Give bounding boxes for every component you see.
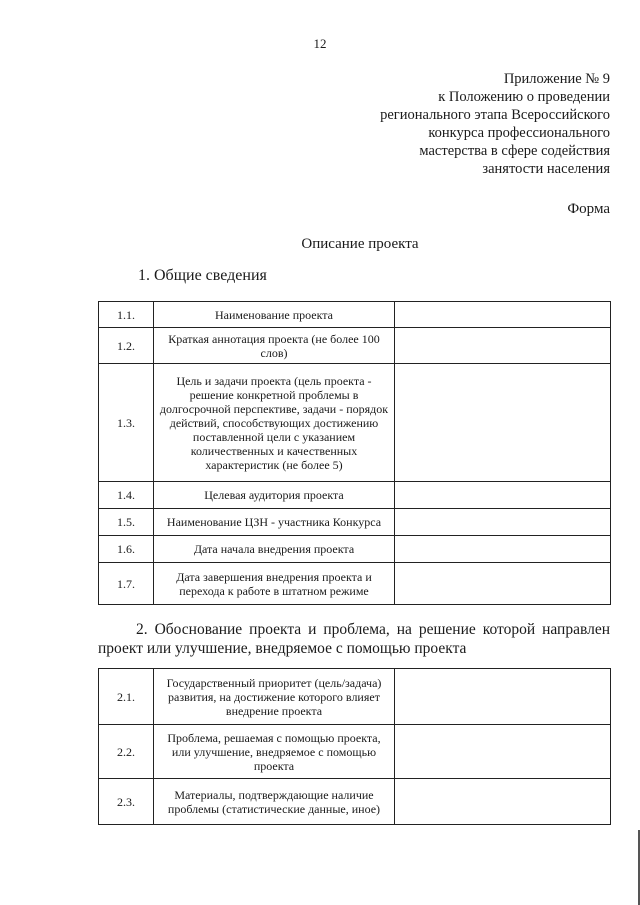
row-number: 2.3. [99, 779, 154, 825]
row-number: 1.4. [99, 482, 154, 509]
appendix-line: к Положению о проведении [438, 89, 610, 105]
table-row [99, 779, 611, 825]
row-number: 1.5. [99, 509, 154, 536]
row-value-cell[interactable] [395, 536, 611, 563]
general-info-table [98, 301, 611, 605]
table-row [99, 725, 611, 779]
row-number: 1.2. [99, 328, 154, 364]
table-row [99, 536, 611, 563]
section2-heading: 2. Обоснование проекта и проблема, на решение которой направлен проект или улучшение, внедряемое с помощью проекта [98, 621, 610, 657]
row-label: Проблема, решаемая с помощью проекта, или улучшение, внедряемое с помощью проекта [154, 725, 395, 779]
row-label: Дата начала внедрения проекта [154, 536, 395, 563]
appendix-line: мастерства в сфере содействия [419, 143, 610, 159]
row-label: Краткая аннотация проекта (не более 100 слов) [154, 328, 395, 364]
row-value-cell[interactable] [395, 482, 611, 509]
table-row [99, 669, 611, 725]
row-label: Целевая аудитория проекта [154, 482, 395, 509]
row-value-cell[interactable] [395, 302, 611, 328]
row-value-cell[interactable] [395, 364, 611, 482]
table-row [99, 302, 611, 328]
row-label: Наименование ЦЗН - участника Конкурса [154, 509, 395, 536]
row-value-cell[interactable] [395, 563, 611, 605]
row-label: Цель и задачи проекта (цель проекта - решение конкретной проблемы в долгосрочной перспективе, задачи - порядок действий, способствующих достижению поставленной цели с указанием количественных и качественных характеристик (не более 5) [154, 364, 395, 482]
section1-heading: 1. Общие сведения [138, 267, 267, 284]
row-number: 2.2. [99, 725, 154, 779]
row-value-cell[interactable] [395, 779, 611, 825]
row-number: 2.1. [99, 669, 154, 725]
table-row [99, 509, 611, 536]
table-row [99, 482, 611, 509]
appendix-line: конкурса профессионального [428, 125, 610, 141]
row-label: Материалы, подтверждающие наличие проблемы (статистические данные, иное) [154, 779, 395, 825]
row-number: 1.7. [99, 563, 154, 605]
row-value-cell[interactable] [395, 725, 611, 779]
appendix-line: Приложение № 9 [503, 71, 610, 87]
document-title: Описание проекта [301, 236, 419, 252]
row-number: 1.3. [99, 364, 154, 482]
justification-table [98, 668, 611, 825]
row-label: Дата завершения внедрения проекта и перехода к работе в штатном режиме [154, 563, 395, 605]
form-label: Форма [567, 201, 610, 217]
table-row [99, 364, 611, 482]
appendix-line: занятости населения [482, 161, 610, 177]
table-row [99, 328, 611, 364]
appendix-header [310, 70, 610, 178]
row-value-cell[interactable] [395, 509, 611, 536]
appendix-line: регионального этапа Всероссийского [380, 107, 610, 123]
row-value-cell[interactable] [395, 669, 611, 725]
page-number: 12 [313, 36, 327, 51]
row-label: Государственный приоритет (цель/задача) развития, на достижение которого влияет внедрение проекта [154, 669, 395, 725]
table-row [99, 563, 611, 605]
row-number: 1.6. [99, 536, 154, 563]
row-number: 1.1. [99, 302, 154, 328]
row-value-cell[interactable] [395, 328, 611, 364]
row-label: Наименование проекта [154, 302, 395, 328]
